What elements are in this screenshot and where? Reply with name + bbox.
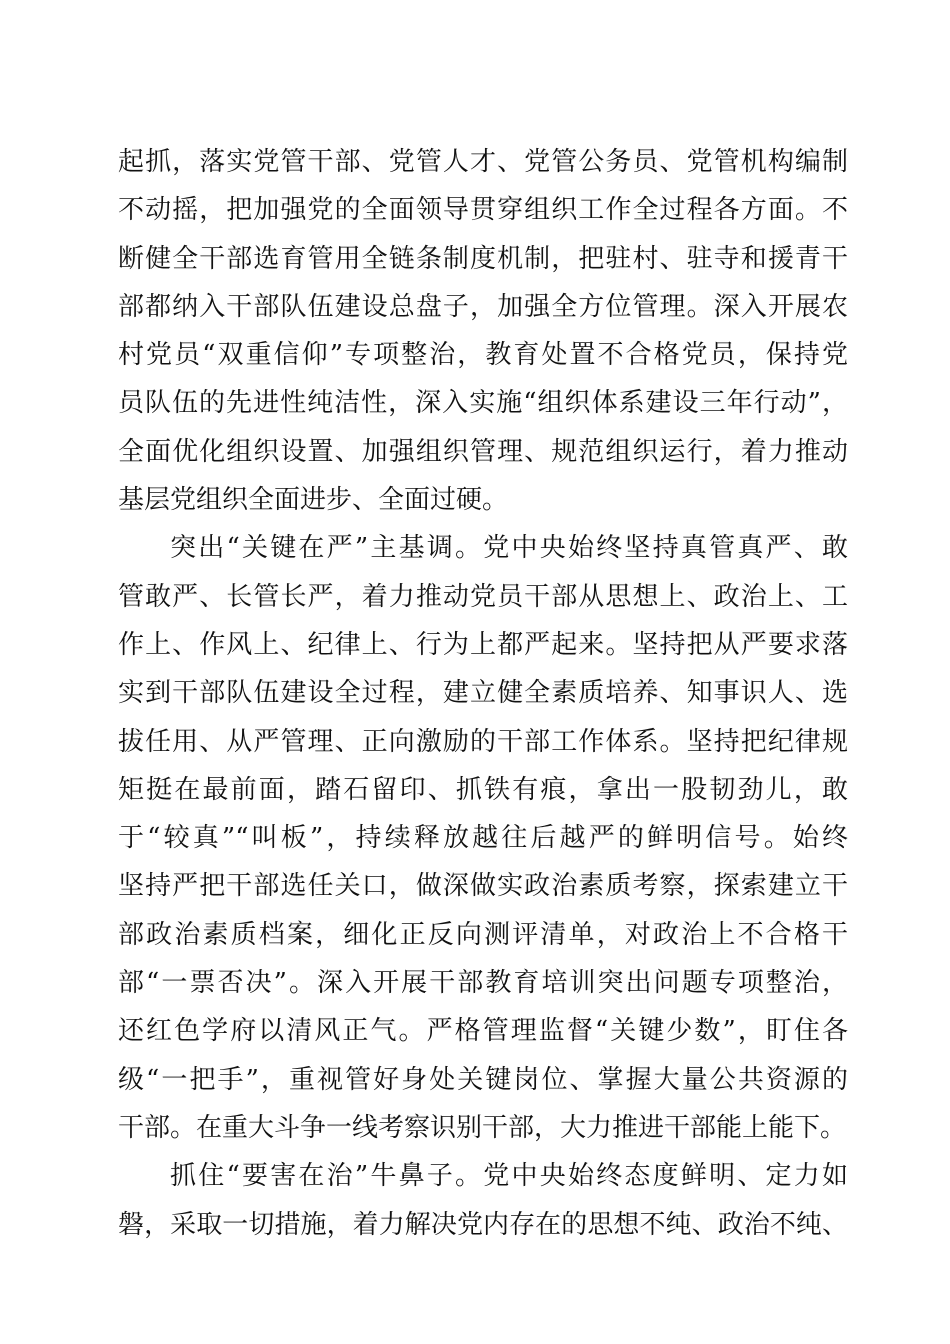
text-line: 基层党组织全面进步、全面过硬。 <box>118 485 509 516</box>
text-line: 矩挺在最前面，踏石留印、抓铁有痕，拿出一股韧劲儿，敢 <box>118 774 848 805</box>
text-line: 员队伍的先进性纯洁性，深入实施“组织体系建设三年行动”， <box>118 388 848 419</box>
text-line: 实到干部队伍建设全过程，建立健全素质培养、知事识人、选 <box>118 678 848 709</box>
text-line: 不动摇，把加强党的全面领导贯穿组织工作全过程各方面。不 <box>118 195 848 226</box>
text-line: 全面优化组织设置、加强组织管理、规范组织运行，着力推动 <box>118 436 848 467</box>
paragraph-first-line: 突出“关键在严”主基调。党中央始终坚持真管真严、敢 <box>170 533 848 564</box>
body-text <box>118 138 848 1249</box>
text-line: 级“一把手”，重视管好身处关键岗位、掌握大量公共资源的 <box>118 1064 848 1095</box>
text-line: 村党员“双重信仰”专项整治，教育处置不合格党员，保持党 <box>118 340 848 371</box>
text-line: 拔任用、从严管理、正向激励的干部工作体系。坚持把纪律规 <box>118 726 848 757</box>
paragraph-first-line: 抓住“要害在治”牛鼻子。党中央始终态度鲜明、定力如 <box>170 1161 848 1192</box>
text-line: 部都纳入干部队伍建设总盘子，加强全方位管理。深入开展农 <box>118 291 848 322</box>
text-line: 起抓，落实党管干部、党管人才、党管公务员、党管机构编制 <box>118 147 848 177</box>
text-line: 部“一票否决”。深入开展干部教育培训突出问题专项整治， <box>118 968 848 999</box>
text-line: 坚持严把干部选任关口，做深做实政治素质考察，探索建立干 <box>118 871 848 902</box>
text-line: 磐，采取一切措施，着力解决党内存在的思想不纯、政治不纯、 <box>118 1209 848 1240</box>
text-line: 还红色学府以清风正气。严格管理监督“关键少数”，盯住各 <box>118 1016 848 1047</box>
text-line: 干部。在重大斗争一线考察识别干部，大力推进干部能上能下。 <box>118 1112 847 1143</box>
text-line: 部政治素质档案，细化正反向测评清单，对政治上不合格干 <box>118 919 848 950</box>
text-line: 作上、作风上、纪律上、行为上都严起来。坚持把从严要求落 <box>118 629 848 660</box>
text-line: 管敢严、长管长严，着力推动党员干部从思想上、政治上、工 <box>118 581 848 612</box>
text-line: 断健全干部选育管用全链条制度机制，把驻村、驻寺和援青干 <box>118 243 848 274</box>
text-line: 于“较真”“叫板”，持续释放越往后越严的鲜明信号。始终 <box>118 823 848 854</box>
